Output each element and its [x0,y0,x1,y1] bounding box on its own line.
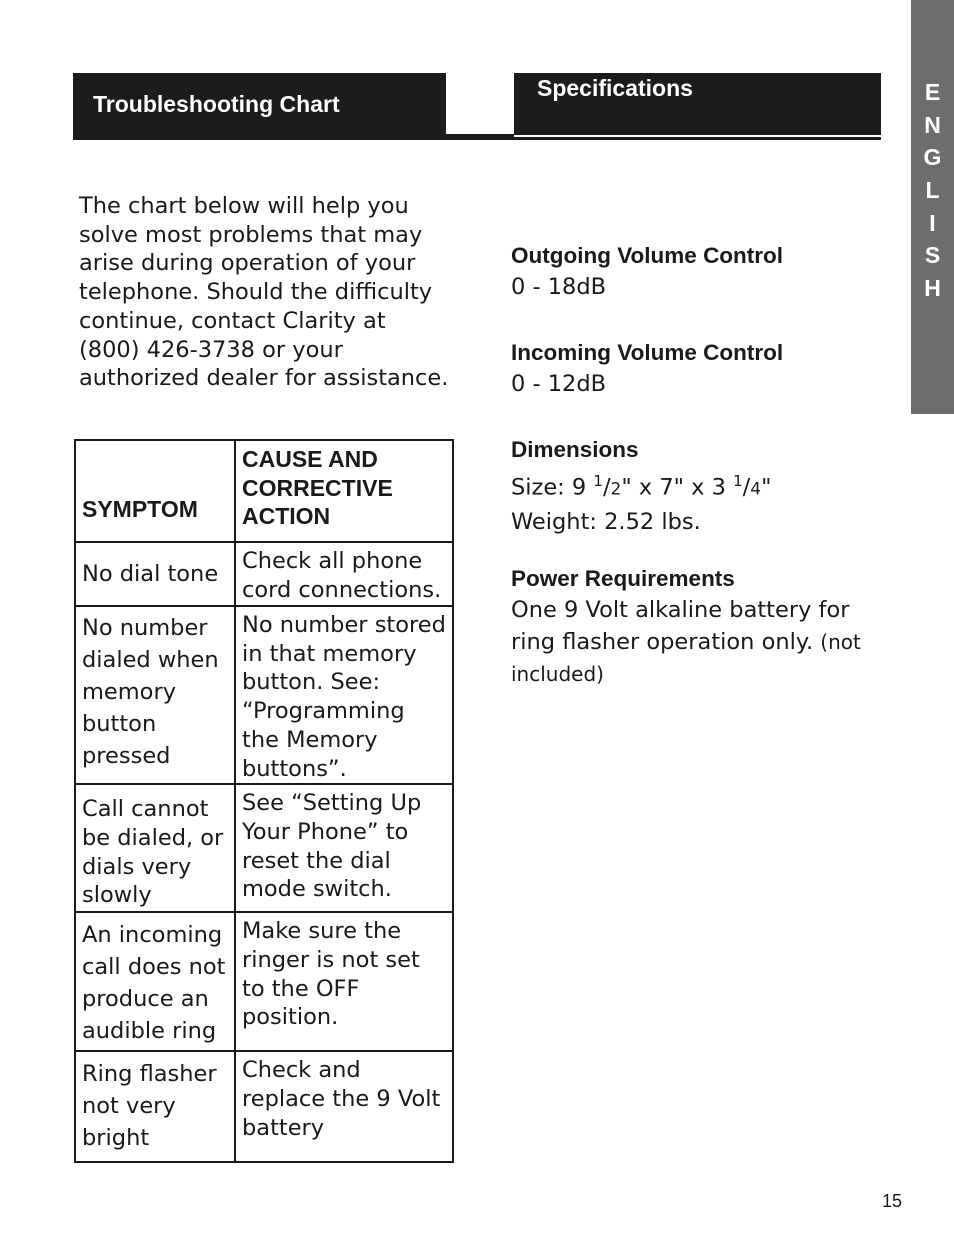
cause-cell: Make sure the ringer is not set to the OFF position. [235,912,453,1051]
spec-size: Size: 9 $^1$/2" x 7" x 3 $^1$/4" [511,472,772,501]
size-fraction-numerator: 1 [733,472,743,490]
column-header-cause: CAUSE AND CORRECTIVE ACTION [235,440,453,542]
spec-label: Power Requirements [511,566,735,591]
cause-cell: Check all phone cord connections. [235,542,453,606]
specifications-title: Specifications [537,75,693,101]
cause-cell: No number stored in that memory button. See: “Programming the Memory buttons”. [235,606,453,784]
side-tab-letter: S [924,242,941,268]
specifications-underline [514,137,881,140]
page-number: 15 [882,1191,903,1211]
symptom-cell: No dial tone [75,542,235,606]
spec-value: 0 - 12dB [511,371,607,397]
troubleshooting-title: Troubleshooting Chart [93,91,340,117]
side-tab-letter: L [925,177,940,203]
size-fraction-denominator: 4 [750,479,762,500]
spec-incoming-volume [511,338,871,400]
spec-value [511,594,871,690]
table-row [75,542,453,606]
symptom-cell: An incoming call does not produce an audible ring [75,912,235,1051]
power-note: (not included) [511,630,861,686]
symptom-cell: No number dialed when memory button pressed [75,606,235,784]
spec-dimensions [511,435,871,538]
power-text: One 9 Volt alkaline battery for ring flasher operation only. [511,597,850,655]
spec-power [511,564,871,690]
symptom-cell: Call cannot be dialed, or dials very slowly [75,784,235,912]
table-row [75,606,453,784]
spec-label: Dimensions [511,437,639,462]
spec-label: Outgoing Volume Control [511,243,784,268]
size-prefix: Size: 9 [511,474,587,501]
size-fraction-denominator: 2 [610,479,622,500]
spec-label: Incoming Volume Control [511,340,784,365]
side-tab-letter: E [924,79,941,105]
symptom-cell: Ring flasher not very bright [75,1051,235,1162]
side-tab-letter: H [924,275,941,301]
side-tab-letter: N [924,112,941,138]
cause-cell: See “Setting Up Your Phone” to reset the dial mode switch. [235,784,453,912]
table-row [75,784,453,912]
spec-weight: Weight: 2.52 lbs. [511,508,701,535]
side-tab-letter: I [929,210,936,236]
spec-outgoing-volume [511,241,871,303]
table-row [75,1051,453,1162]
side-tab-letter: G [923,144,942,170]
header-divider [446,134,514,140]
size-fraction-numerator: 1 [593,472,603,490]
table-header-row [75,440,453,542]
size-suffix: " [761,474,772,501]
table-row [75,912,453,1051]
cause-cell: Check and replace the 9 Volt battery [235,1051,453,1162]
language-tab-english [911,0,954,414]
column-header-symptom: SYMPTOM [75,440,235,542]
size-middle: " x 7" x 3 [621,474,726,501]
troubleshooting-table [74,439,454,1163]
intro-paragraph: The chart below will help you solve most problems that may arise during operation of your telephone. Should the difficulty continue, contact Clarity at (800) 426-3738 or your authorized dealer for assistance. [79,193,449,392]
specifications-header [514,73,881,135]
troubleshooting-header [73,73,446,140]
spec-value: 0 - 18dB [511,274,607,300]
